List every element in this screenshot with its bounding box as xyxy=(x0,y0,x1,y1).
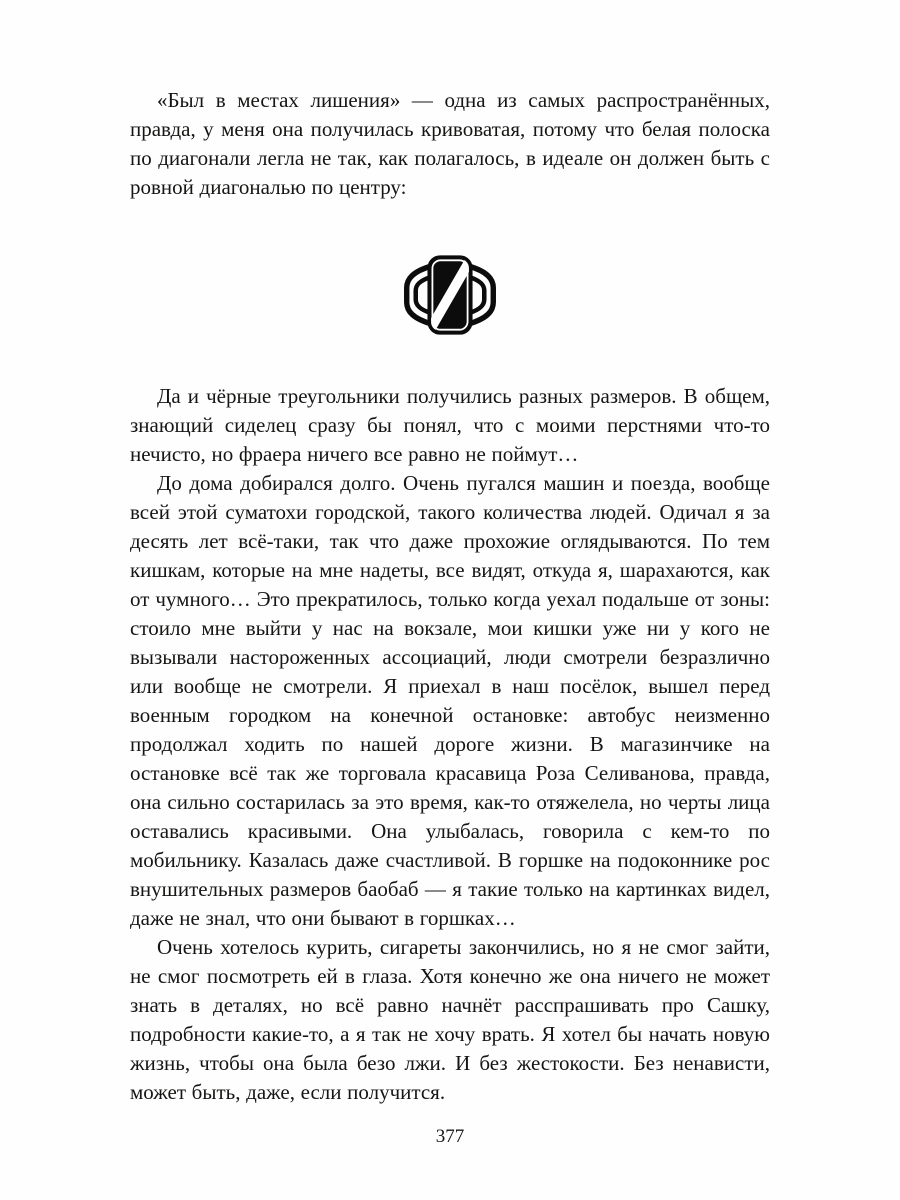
prison-ring-icon xyxy=(395,248,505,342)
paragraph-2: Да и чёрные треугольники получились разных размеров. В общем, знающий сиделец сразу бы понял, что с моими перстнями что-то нечисто, но фраера ничего все равно не поймут… xyxy=(130,384,770,466)
body-text xyxy=(130,86,770,1107)
paragraph-4: Очень хотелось курить, сигареты закончились, но я не смог зайти, не смог посмотреть ей в глаза. Хотя конечно же она ничего не может знать в деталях, но всё равно начнёт расспрашивать про Сашку, подробности какие-то, а я так не хочу врать. Я хотел бы начать новую жизнь, чтобы она была безо лжи. И без жестокости. Без ненависти, может быть, даже, если получится. xyxy=(130,935,770,1104)
paragraph-3: До дома добирался долго. Очень пугался машин и поезда, вообще всей этой суматохи городской, такого количества людей. Одичал я за десять лет всё-таки, так что даже прохожие оглядываются. По тем кишкам, которые на мне надеты, все видят, откуда я, шарахаются, как от чумного… Это прекратилось, только когда уехал подальше от зоны: стоило мне выйти у нас на вокзале, мои кишки уже ни у кого не вызывали настороженных ассоциаций, люди смотрели безразлично или вообще не смотрели. Я приехал в наш посёлок, вышел перед военным городком на конечной остановке: автобус неизменно продолжал ходить по нашей дороге жизни. В магазинчике на остановке всё так же торговала красавица Роза Селиванова, правда, она сильно состарилась за это время, как-то отяжелела, но черты лица оставались красивыми. Она улыбалась, говорила с кем-то по мобильнику. Казалась даже счастливой. В горшке на подоконнике рос внушительных размеров баобаб — я такие только на картинках видел, даже не знал, что они бывают в горшках… xyxy=(130,471,770,930)
paragraph-1: «Был в местах лишения» — одна из самых распространённых, правда, у меня она получилась кривоватая, потому что белая полоска по диагонали легла не так, как полагалось, в идеале он должен быть с ровной диагональю по центру: xyxy=(130,88,770,199)
ring-figure xyxy=(130,248,770,342)
page-number: 377 xyxy=(435,1126,465,1147)
